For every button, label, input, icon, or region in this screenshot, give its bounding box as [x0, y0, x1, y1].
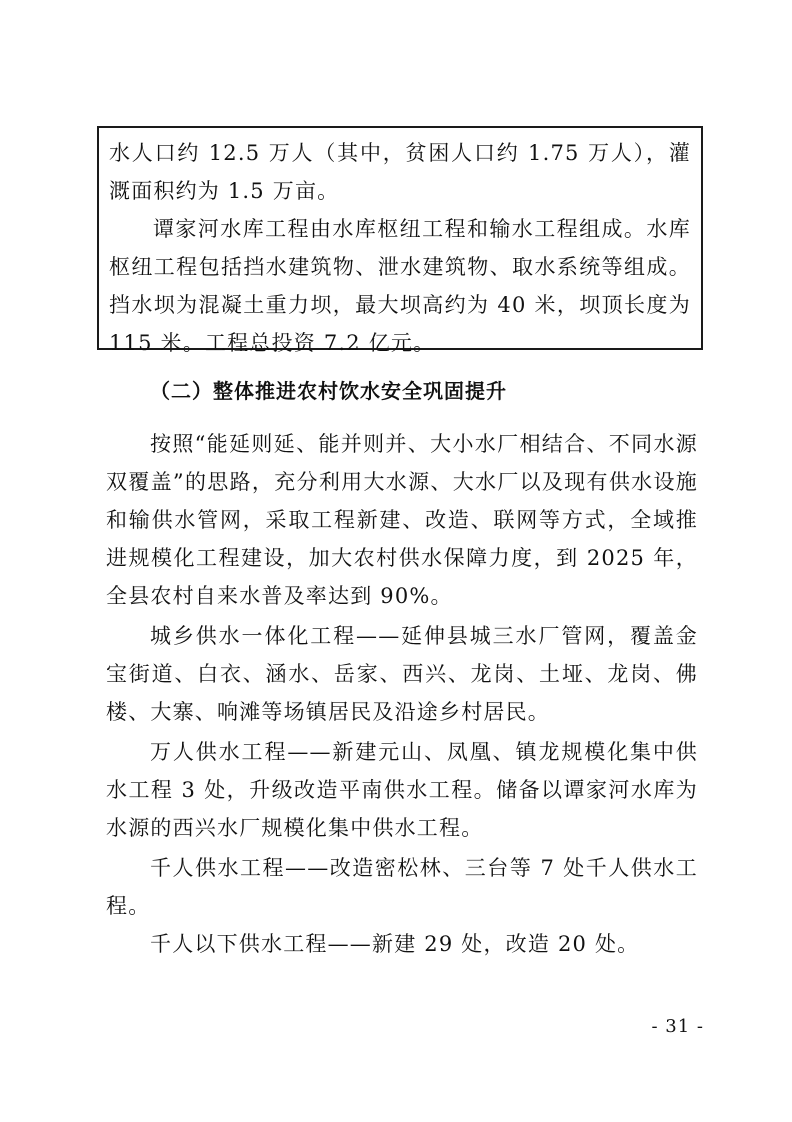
paragraph-urban-rural-supply: 城乡供水一体化工程——延伸县城三水厂管网，覆盖金宝街道、白衣、涵水、岳家、西兴、龙岗、土垭、龙岗、佛楼、大寨、响滩等场镇居民及沿途乡村居民。	[106, 624, 698, 724]
box-paragraph-1: 水人口约 12.5 万人（其中，贫困人口约 1.75 万人），灌溉面积约为 1.5 万亩。	[109, 141, 691, 203]
paragraph-under-thousand-supply: 千人以下供水工程——新建 29 处，改造 20 处。	[150, 932, 640, 956]
paragraph-thousand-supply: 千人供水工程——改造密松林、三台等 7 处千人供水工程。	[106, 856, 698, 918]
paragraph-principle: 按照“能延则延、能并则并、大小水厂相结合、不同水源双覆盖”的思路，充分利用大水源、大水厂以及现有供水设施和输供水管网，采取工程新建、改造、联网等方式，全域推进规模化工程建设，加大农村供水保障力度，到 2025 年，全县农村自来水普及率达到 90%。	[106, 432, 698, 608]
section-heading: （二）整体推进农村饮水安全巩固提升	[150, 379, 507, 403]
page-number: - 31 -	[651, 1016, 704, 1037]
body-text	[106, 425, 698, 963]
bordered-text-box	[97, 126, 703, 355]
box-paragraph-2: 谭家河水库工程由水库枢纽工程和输水工程组成。水库枢纽工程包括挡水建筑物、泄水建筑物、取水系统等组成。挡水坝为混凝土重力坝，最大坝高约为 40 米，坝顶长度为 115 米。工程总投资 7.2 亿元。	[109, 217, 691, 355]
paragraph-ten-thousand-supply: 万人供水工程——新建元山、凤凰、镇龙规模化集中供水工程 3 处，升级改造平南供水工程。储备以谭家河水库为水源的西兴水厂规模化集中供水工程。	[106, 740, 698, 840]
